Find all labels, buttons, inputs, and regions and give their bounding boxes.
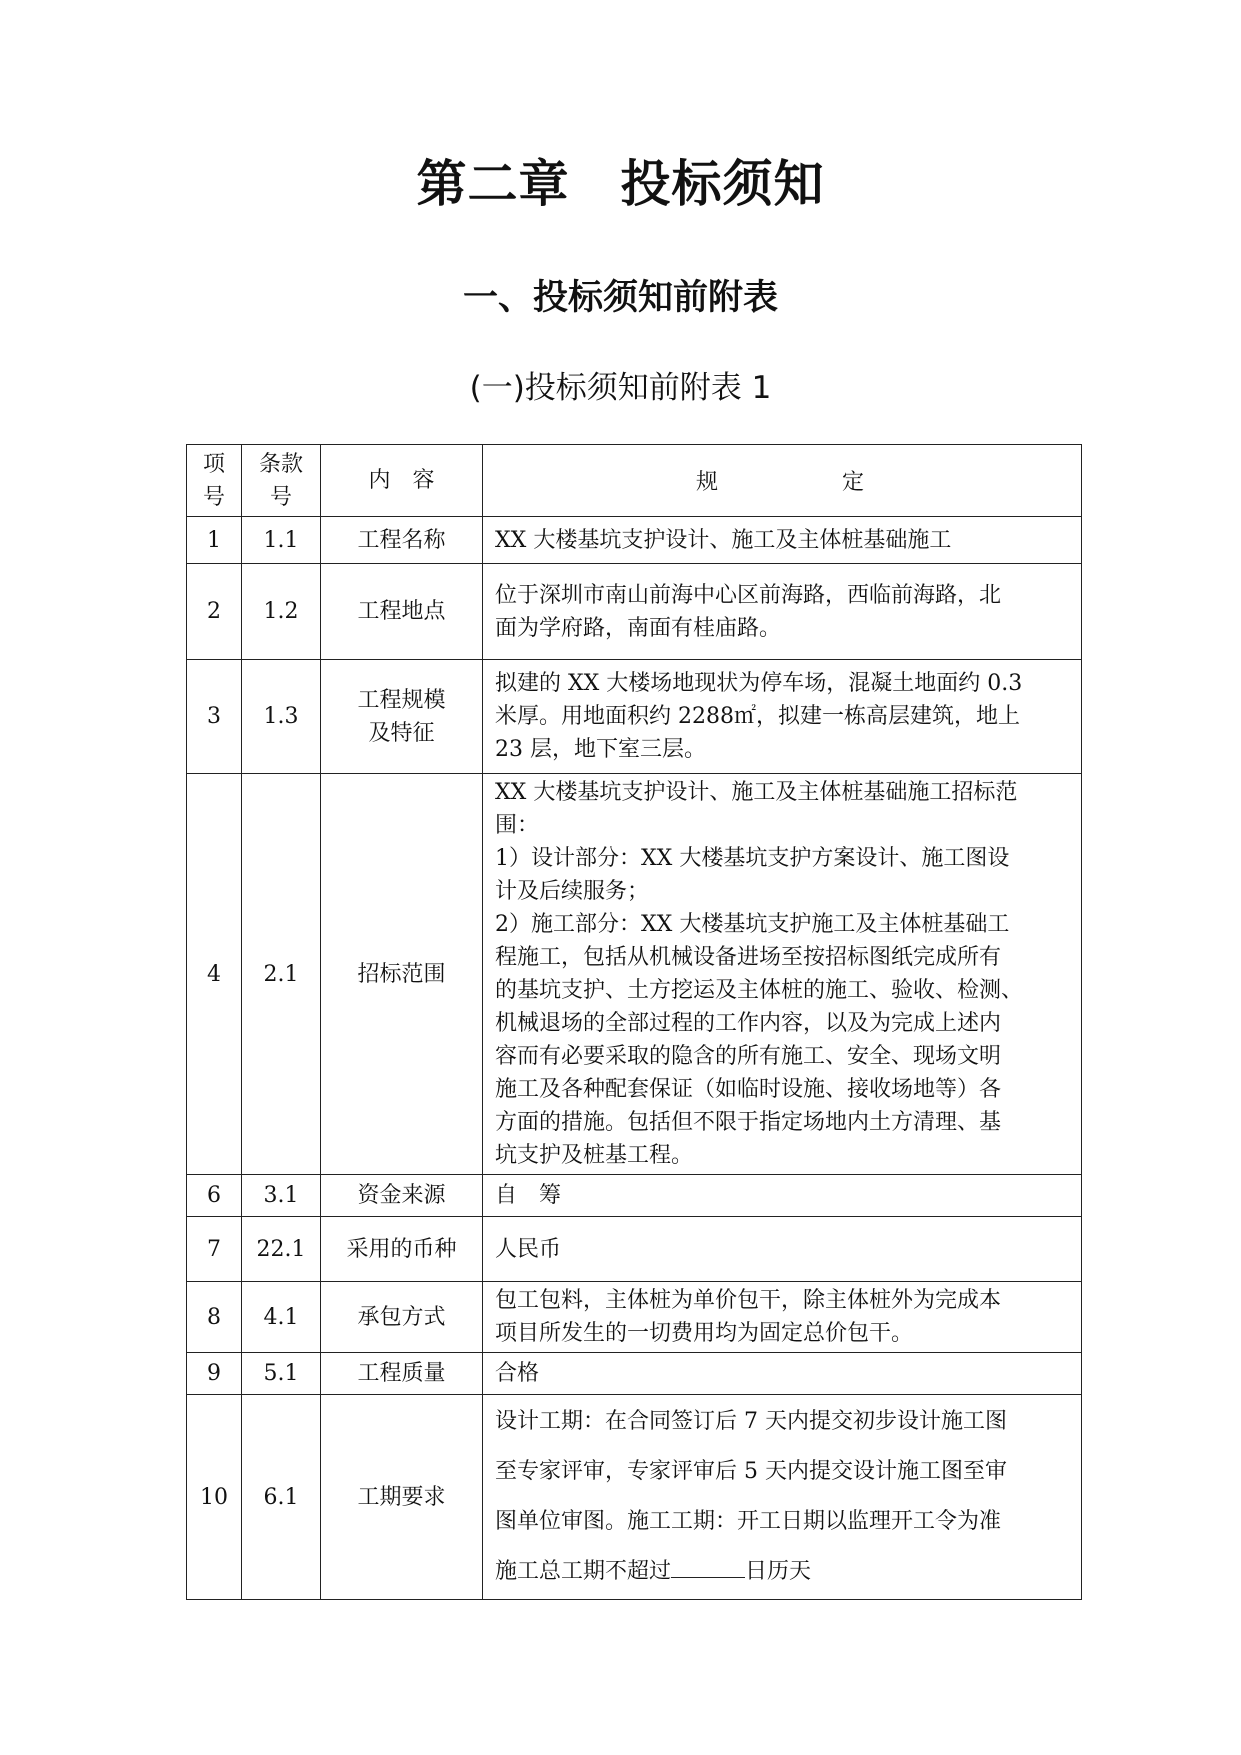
row-clause: 1.1 [242,517,321,564]
row-no: 1 [187,517,242,564]
row-no: 9 [187,1353,242,1395]
row-rule: 包工包料，主体桩为单价包干，除主体桩外为完成本 项目所发生的一切费用均为固定总价包干。 [483,1282,1082,1353]
row-item: 承包方式 [321,1282,483,1353]
row-rule: XX 大楼基坑支护设计、施工及主体桩基础施工 [483,517,1082,564]
notice-table [186,444,1082,1600]
table-row [187,517,1082,564]
row-no: 10 [187,1395,242,1600]
header-clause: 条款 号 [242,445,321,517]
row-clause: 1.3 [242,660,321,774]
row-rule: 设计工期：在合同签订后 7 天内提交初步设计施工图 至专家评审，专家评审后 5 天内提交设计施工图至审 图单位审图。施工工期：开工日期以监理开工令为准 施工总工期不超过 日历天 [483,1395,1082,1600]
row-no: 8 [187,1282,242,1353]
row-item: 工程名称 [321,517,483,564]
row-clause: 1.2 [242,564,321,660]
row-clause: 6.1 [242,1395,321,1600]
row-no: 2 [187,564,242,660]
row-rule: XX 大楼基坑支护设计、施工及主体桩基础施工招标范 围： 1）设计部分：XX 大楼基坑支护方案设计、施工图设 计及后续服务； 2）施工部分：XX 大楼基坑支护施工及主体桩基础工 程施工，包括从机械设备进场至按招标图纸完成所有 的基坑支护、土方挖运及主体桩的施工、验收、检测、 机械退场的全部过程的工作内容，以及为完成上述内 容而有必要采取的隐含的所有施工、安全、现场文明 施工及各种配套保证（如临时设施、接收场地等）各 方面的措施。包括但不限于指定场地内土方清理、基 坑支护及桩基工程。 [483,774,1082,1175]
table-row [187,1217,1082,1282]
section-title: 一、投标须知前附表 [462,278,778,318]
row-item: 工期要求 [321,1395,483,1600]
row-item: 工程规模 及特征 [321,660,483,774]
row-rule: 位于深圳市南山前海中心区前海路，西临前海路，北 面为学府路，南面有桂庙路。 [483,564,1082,660]
row-item: 资金来源 [321,1175,483,1217]
table-row [187,774,1082,1175]
row-no: 6 [187,1175,242,1217]
row-clause: 5.1 [242,1353,321,1395]
table-row [187,564,1082,660]
table-row [187,1395,1082,1600]
header-item: 内 容 [321,445,483,517]
chapter-title: 第二章 投标须知 [416,155,825,213]
header-no: 项 号 [187,445,242,517]
row-item: 工程质量 [321,1353,483,1395]
row-rule: 自 筹 [483,1175,1082,1217]
row-clause: 22.1 [242,1217,321,1282]
row-clause: 3.1 [242,1175,321,1217]
row-rule: 人民币 [483,1217,1082,1282]
row-clause: 4.1 [242,1282,321,1353]
table-row [187,1353,1082,1395]
row-rule: 合格 [483,1353,1082,1395]
table-row [187,660,1082,774]
table-header-row [187,445,1082,517]
row-item: 招标范围 [321,774,483,1175]
row-rule: 拟建的 XX 大楼场地现状为停车场，混凝土地面约 0.3 米厚。用地面积约 2288㎡，拟建一栋高层建筑，地上 23 层，地下室三层。 [483,660,1082,774]
row-item: 工程地点 [321,564,483,660]
row-no: 7 [187,1217,242,1282]
header-rule: 规 定 [483,445,1082,517]
row-clause: 2.1 [242,774,321,1175]
row-no: 3 [187,660,242,774]
table-row [187,1282,1082,1353]
blank-field [671,1555,745,1578]
table-row [187,1175,1082,1217]
row-no: 4 [187,774,242,1175]
row-item: 采用的币种 [321,1217,483,1282]
table-title: (一)投标须知前附表 1 [469,370,772,406]
